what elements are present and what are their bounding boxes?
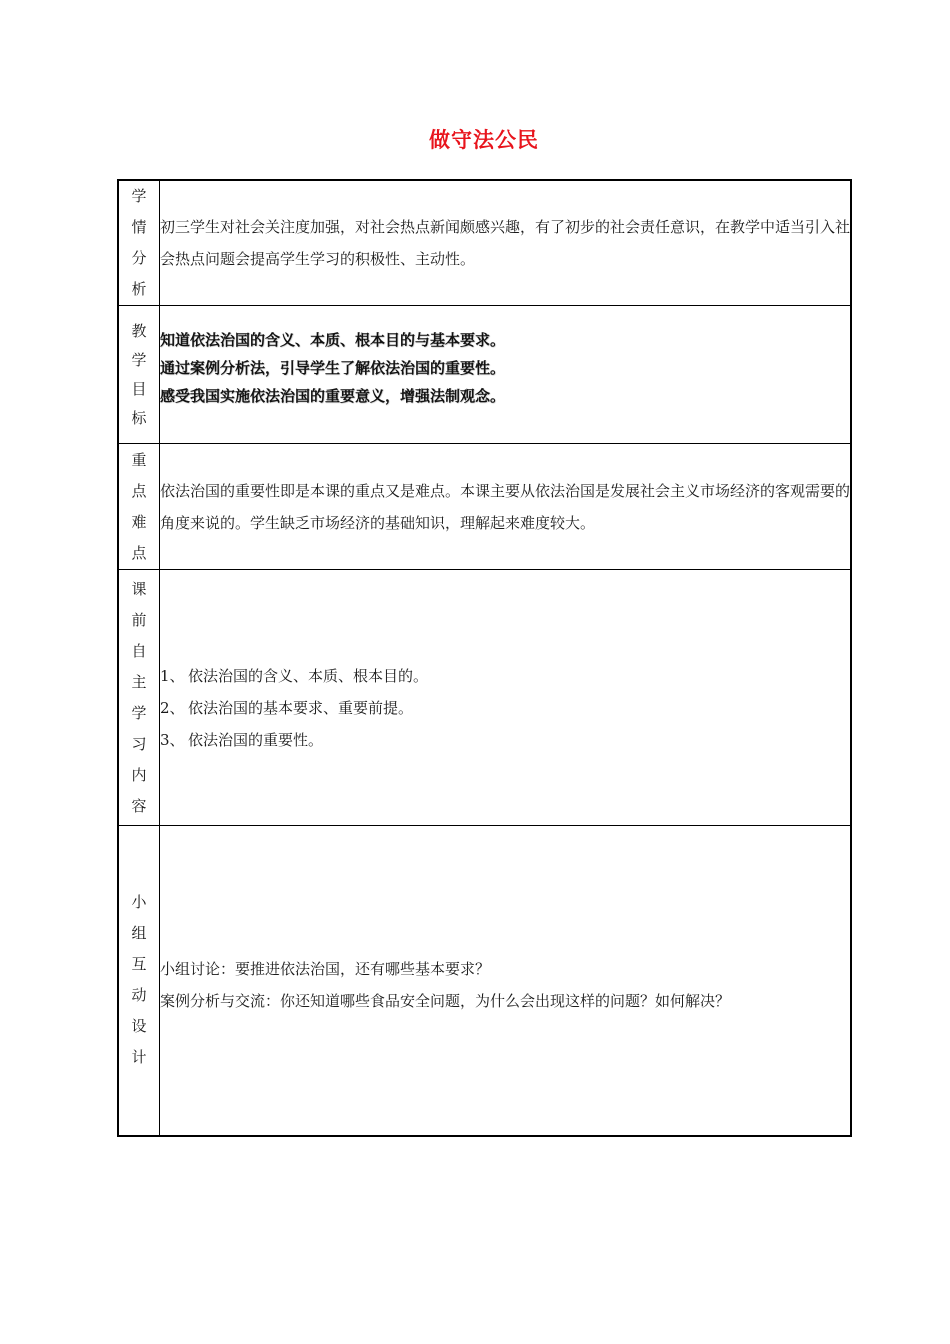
item-text: 依法治国的重要性。 <box>188 730 324 749</box>
row-label-cell <box>118 444 160 570</box>
row-label-cell <box>118 180 160 306</box>
list-item <box>160 724 850 756</box>
item-number: 2、 <box>160 698 185 717</box>
lesson-plan-table <box>117 179 852 1137</box>
table-row <box>118 826 851 1136</box>
table-row <box>118 444 851 570</box>
goal-line: 通过案例分析法，引导学生了解依法治国的重要性。 <box>160 359 506 377</box>
row-content-cell <box>160 826 852 1136</box>
discussion-line: 小组讨论：要推进依法治国，还有哪些基本要求？ <box>160 960 491 979</box>
key-points-text: 依法治国的重要性即是本课的重点又是难点。本课主要从依法治国是发展社会主义市场经济的客观需要的角度来说的。学生缺乏市场经济的基础知识，理解起来难度较大。 <box>160 481 851 532</box>
row-content-cell <box>160 444 852 570</box>
list-item <box>160 660 850 692</box>
row-content-cell <box>160 306 852 444</box>
table-row <box>118 570 851 826</box>
item-number: 1、 <box>160 666 185 685</box>
row-label-cell <box>118 570 160 826</box>
row-content-cell <box>160 180 852 306</box>
discussion-line: 案例分析与交流：你还知道哪些食品安全问题，为什么会出现这样的问题？如何解决？ <box>160 992 731 1011</box>
goal-line: 知道依法治国的含义、本质、根本目的与基本要求。 <box>160 331 506 349</box>
list-item <box>160 692 850 724</box>
table-row <box>118 306 851 444</box>
page-title: 做守法公民 <box>429 128 539 152</box>
row-label: 教学目标 <box>131 321 147 427</box>
item-text: 依法治国的含义、本质、根本目的。 <box>188 666 429 685</box>
row-label: 学情分析 <box>131 187 147 298</box>
item-text: 依法治国的基本要求、重要前提。 <box>188 698 414 717</box>
row-label-cell <box>118 306 160 444</box>
row-label-cell <box>118 826 160 1136</box>
row-label: 课前自主学习内容 <box>131 579 147 815</box>
goal-line: 感受我国实施依法治国的重要意义，增强法制观念。 <box>160 387 506 405</box>
row-label: 小组互动设计 <box>131 893 147 1067</box>
item-number: 3、 <box>160 730 185 749</box>
table-row <box>118 180 851 306</box>
analysis-text: 初三学生对社会关注度加强，对社会热点新闻颇感兴趣，有了初步的社会责任意识，在教学中适当引入社会热点问题会提高学生学习的积极性、主动性。 <box>160 218 851 268</box>
row-label: 重点难点 <box>131 450 147 562</box>
row-content-cell <box>160 570 852 826</box>
